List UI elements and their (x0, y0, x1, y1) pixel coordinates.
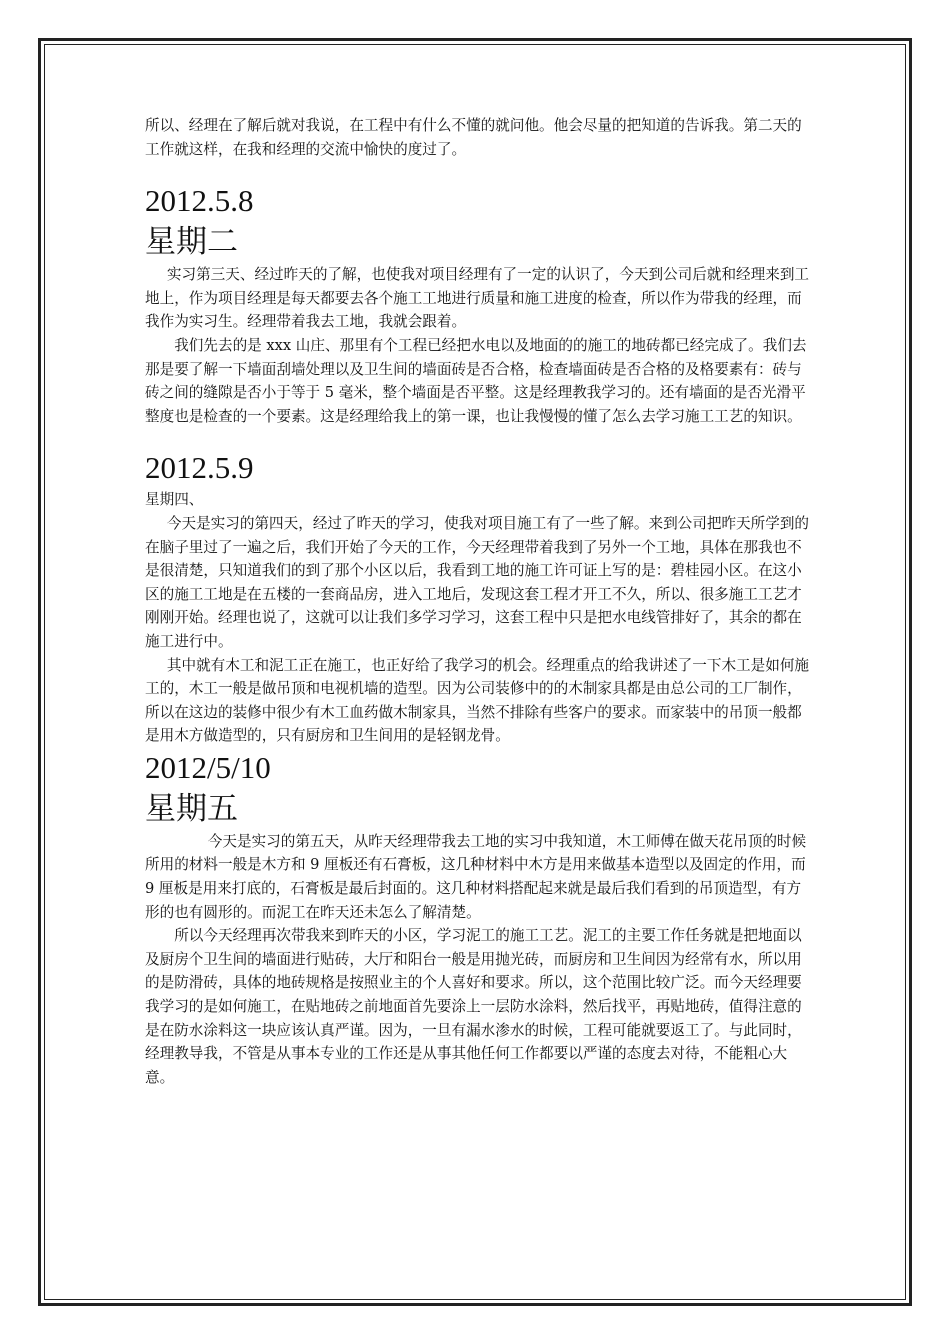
diary-entry-3 (145, 748, 813, 1090)
diary-entry-2 (145, 448, 813, 748)
diary-entry-1 (145, 181, 813, 428)
entry-date: 2012.5.9 (145, 450, 254, 486)
entry-paragraph: 今天是实习的第五天，从昨天经理带我去工地的实习中我知道，木工师傅在做天花吊顶的时候所用的材料一般是木方和 9 厘板还有石膏板，这几种材料中木方是用来做基本造型以及固定的作用，而 9 厘板是用来打底的，石膏板是最后封面的。这几种材料搭配起来就是最后我们看到的吊顶造型，有方形的也有圆形的。而泥工在昨天还未怎么了解清楚。 (145, 832, 807, 921)
intro-paragraph: 所以、经理在了解后就对我说，在工程中有什么不懂的就问他。他会尽量的把知道的告诉我。第二天的工作就这样，在我和经理的交流中愉快的度过了。 (145, 117, 802, 158)
entry-weekday: 星期四、 (145, 491, 204, 509)
entry-paragraph: 所以今天经理再次带我来到昨天的小区，学习泥工的施工工艺。泥工的主要工作任务就是把地面以及厨房个卫生间的墙面进行贴砖，大厅和阳台一般是用抛光砖，而厨房和卫生间因为经常有水，所以用的是防滑砖，具体的地砖规格是按照业主的个人喜好和要求。所以，这个范围比较广泛。而今天经理要我学习的是如何施工，在贴地砖之前地面首先要涂上一层防水涂料，然后找平，再贴地砖，值得注意的是在防水涂料这一块应该认真严谨。因为，一旦有漏水渗水的时候，工程可能就要返工了。与此同时，经理教导我，不管是从事本专业的工作还是从事其他任何工作都要以严谨的态度去对待，不能粗心大意。 (145, 927, 802, 1086)
entry-paragraph: 我们先去的是 xxx 山庄、那里有个工程已经把水电以及地面的的施工的地砖都已经完成了。我们去那是要了解一下墙面刮墙处理以及卫生间的墙面砖是否合格，检查墙面砖是否合格的及格要素有：砖与砖之间的缝隙是否小于等于 5 毫米，整个墙面是否平整。这是经理教我学习的。还有墙面的是否光滑平整度也是检查的一个要素。这是经理给我上的第一课，也让我慢慢的懂了怎么去学习施工工艺的知识。 (145, 336, 807, 425)
entry-paragraph: 实习第三天、经过昨天的了解，也使我对项目经理有了一定的认识了，今天到公司后就和经理来到工地上，作为项目经理是每天都要去各个施工工地进行质量和施工进度的检查，所以作为带我的经理，而我作为实习生。经理带着我去工地，我就会跟着。 (145, 266, 810, 331)
entry-date: 2012/5/10 (145, 749, 271, 785)
entry-paragraph: 今天是实习的第四天，经过了昨天的学习，使我对项目施工有了一些了解。来到公司把昨天所学到的在脑子里过了一遍之后，我们开始了今天的工作，今天经理带着我到了另外一个工地，具体在那我也不是很清楚，只知道我们的到了那个小区以后，我看到工地的施工许可证上写的是：碧桂园小区。在这小区的施工工地是在五楼的一套商品房，进入工地后，发现这套工程才开工不久，所以、很多施工工艺才刚刚开始。经理也说了，这就可以让我们多学习学习，这套工程中只是把水电线管排好了，其余的都在施工进行中。 (145, 514, 810, 650)
entry-paragraph: 其中就有木工和泥工正在施工，也正好给了我学习的机会。经理重点的给我讲述了一下木工是如何施工的，木工一般是做吊顶和电视机墙的造型。因为公司装修中的的木制家具都是由总公司的工厂制作，所以在这边的装修中很少有木工血药做木制家具，当然不排除有些客户的要求。而家装中的吊顶一般都是用木方做造型的，只有厨房和卫生间用的是轻钢龙骨。 (145, 656, 810, 745)
spacer (145, 428, 813, 448)
document-body (145, 114, 813, 1089)
entry-date: 2012.5.8 (145, 183, 254, 219)
spacer (145, 161, 813, 181)
entry-weekday: 星期五 (145, 790, 238, 827)
entry-weekday: 星期二 (145, 224, 238, 261)
